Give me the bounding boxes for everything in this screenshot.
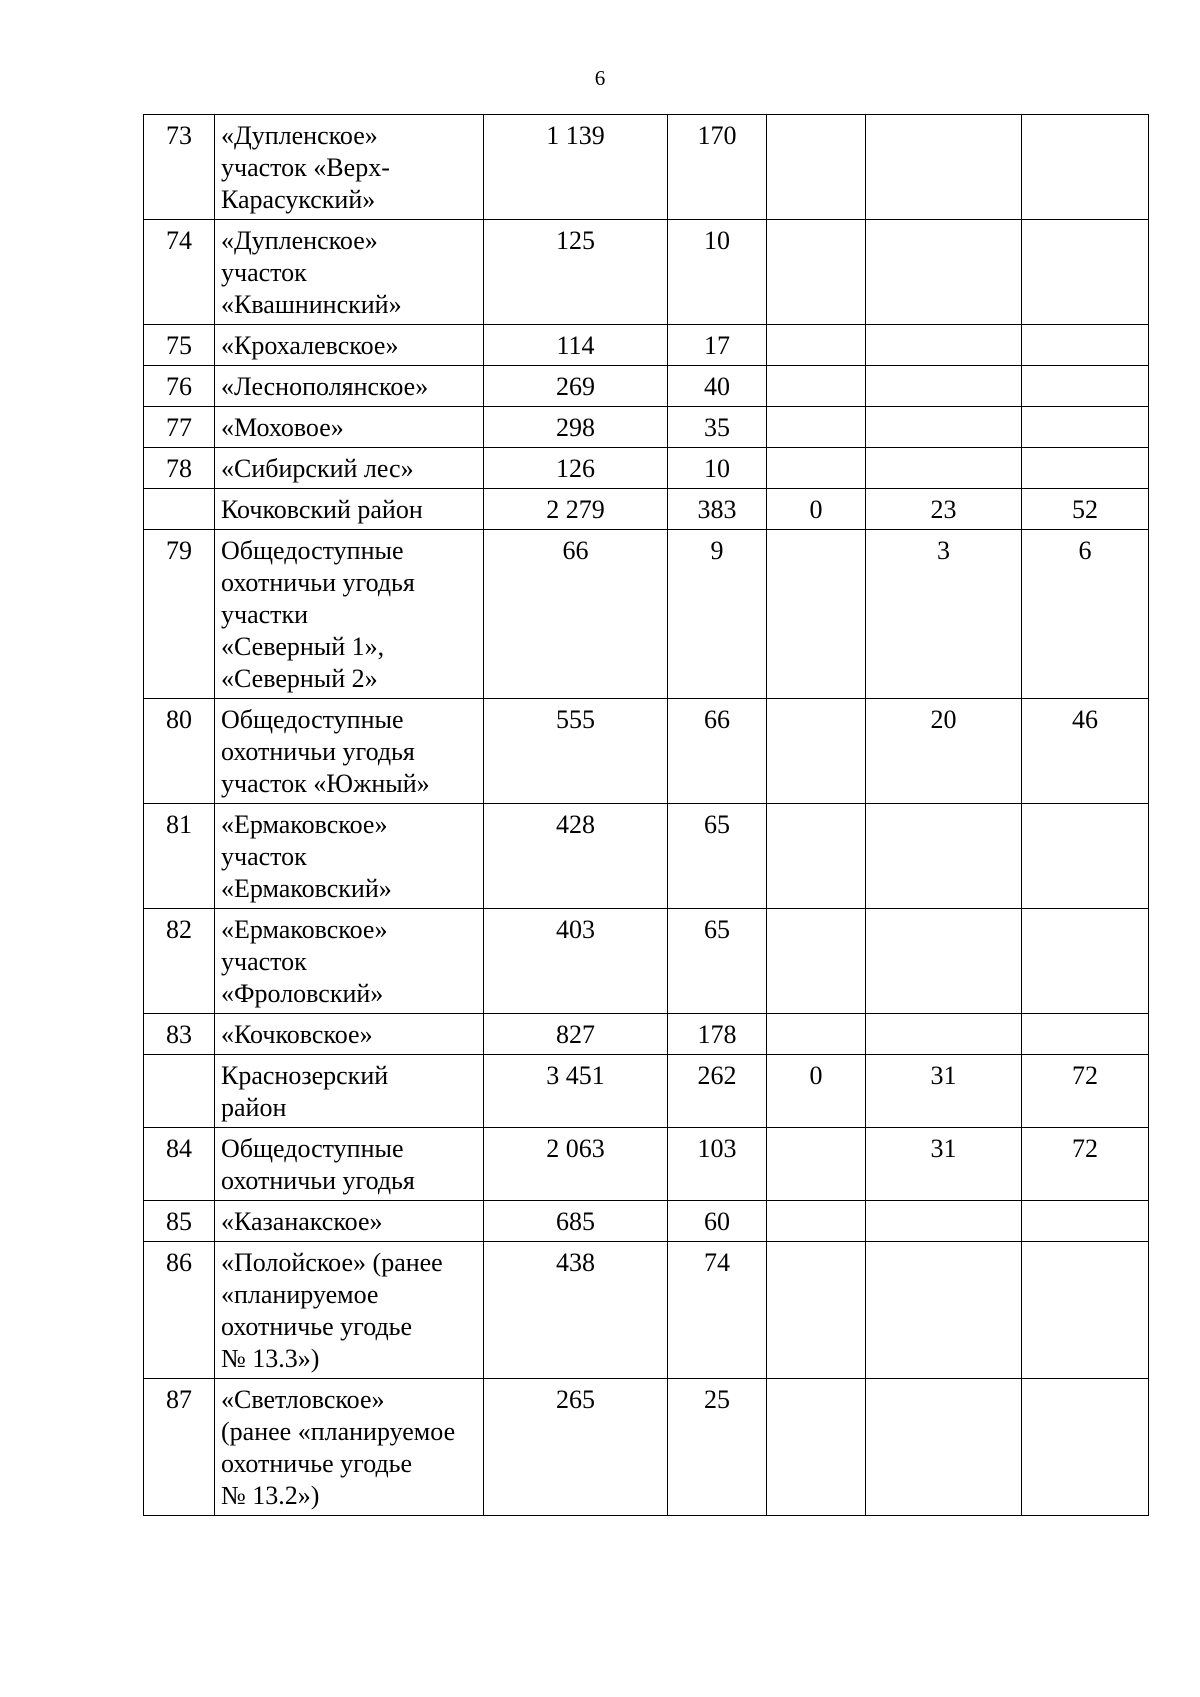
value-cell-c1: 2 063 (484, 1128, 668, 1201)
value-cell-c1: 66 (484, 530, 668, 699)
value-cell-c3 (767, 804, 866, 909)
name-line: «Квашнинский» (221, 290, 402, 319)
value-cell-c5 (1022, 1014, 1149, 1055)
value-cell-c3 (767, 530, 866, 699)
value-cell-c5 (1022, 220, 1149, 325)
district-subtotal-row (144, 1055, 1149, 1128)
data-table (143, 114, 1149, 1516)
name-line: № 13.3») (221, 1344, 320, 1373)
name-line: Карасукский» (221, 185, 376, 214)
row-number-cell: 76 (144, 366, 215, 407)
hunting-ground-name-cell (215, 220, 484, 325)
value-cell-c1: 438 (484, 1242, 668, 1379)
name-line: «планируемое (221, 1280, 379, 1309)
name-line: «Крохалевское» (221, 331, 399, 360)
value-cell-c2: 17 (668, 325, 767, 366)
name-line: Кочковский район (221, 495, 423, 524)
table-row (144, 407, 1149, 448)
row-number-cell: 81 (144, 804, 215, 909)
name-line: № 13.2») (221, 1481, 320, 1510)
name-line: «Сибирский лес» (221, 454, 414, 483)
value-cell-c3 (767, 1128, 866, 1201)
value-cell-c5 (1022, 407, 1149, 448)
value-cell-c5 (1022, 366, 1149, 407)
value-cell-c5 (1022, 115, 1149, 220)
value-cell-c5: 46 (1022, 699, 1149, 804)
name-line: Общедоступные (221, 705, 404, 734)
value-cell-c1: 1 139 (484, 115, 668, 220)
table-row (144, 530, 1149, 699)
value-cell-c5 (1022, 448, 1149, 489)
value-cell-c1: 269 (484, 366, 668, 407)
value-cell-c5 (1022, 1379, 1149, 1516)
value-cell-c2: 103 (668, 1128, 767, 1201)
value-cell-c4 (866, 804, 1022, 909)
table-row (144, 115, 1149, 220)
name-line: «Полойское» (ранее (221, 1248, 443, 1277)
hunting-ground-name-cell (215, 1201, 484, 1242)
value-cell-c2: 74 (668, 1242, 767, 1379)
name-line: участки (221, 600, 309, 629)
page-number: 6 (594, 66, 606, 90)
value-cell-c4 (866, 1242, 1022, 1379)
name-line: охотничьи угодья (221, 568, 415, 597)
value-cell-c5 (1022, 1201, 1149, 1242)
name-line: «Ермаковский» (221, 874, 392, 903)
hunting-ground-name-cell (215, 699, 484, 804)
hunting-ground-name-cell (215, 909, 484, 1014)
name-line: «Казанакское» (221, 1207, 383, 1236)
table-row (144, 909, 1149, 1014)
value-cell-c3 (767, 909, 866, 1014)
value-cell-c1: 2 279 (484, 489, 668, 530)
name-line: охотничьи угодья (221, 1166, 415, 1195)
value-cell-c5 (1022, 1242, 1149, 1379)
hunting-ground-name-cell (215, 1014, 484, 1055)
name-line: Общедоступные (221, 536, 404, 565)
value-cell-c2: 262 (668, 1055, 767, 1128)
hunting-ground-name-cell (215, 804, 484, 909)
row-number-cell: 75 (144, 325, 215, 366)
hunting-ground-name-cell (215, 407, 484, 448)
name-line: «Северный 2» (221, 664, 378, 693)
value-cell-c4 (866, 407, 1022, 448)
name-line: «Дупленское» (221, 121, 378, 150)
value-cell-c4: 31 (866, 1128, 1022, 1201)
row-number-cell: 79 (144, 530, 215, 699)
value-cell-c4 (866, 220, 1022, 325)
table-row (144, 1128, 1149, 1201)
hunting-ground-name-cell (215, 1128, 484, 1201)
value-cell-c2: 170 (668, 115, 767, 220)
value-cell-c5 (1022, 804, 1149, 909)
name-line: охотничьи угодья (221, 737, 415, 766)
value-cell-c5: 72 (1022, 1128, 1149, 1201)
name-line: «Ермаковское» (221, 810, 388, 839)
name-line: участок «Южный» (221, 769, 430, 798)
row-number-cell: 78 (144, 448, 215, 489)
value-cell-c3 (767, 366, 866, 407)
value-cell-c1: 298 (484, 407, 668, 448)
value-cell-c2: 10 (668, 220, 767, 325)
name-line: «Леснополянское» (221, 372, 429, 401)
value-cell-c4 (866, 325, 1022, 366)
value-cell-c1: 114 (484, 325, 668, 366)
value-cell-c2: 25 (668, 1379, 767, 1516)
value-cell-c2: 10 (668, 448, 767, 489)
row-number-cell: 85 (144, 1201, 215, 1242)
row-number-cell (144, 1055, 215, 1128)
value-cell-c4 (866, 1379, 1022, 1516)
name-line: «Моховое» (221, 413, 344, 442)
hunting-ground-name-cell (215, 530, 484, 699)
hunting-ground-name-cell (215, 448, 484, 489)
value-cell-c2: 9 (668, 530, 767, 699)
value-cell-c2: 65 (668, 804, 767, 909)
name-line: «Северный 1», (221, 632, 385, 661)
value-cell-c1: 126 (484, 448, 668, 489)
row-number-cell: 77 (144, 407, 215, 448)
hunting-ground-name-cell (215, 489, 484, 530)
value-cell-c2: 60 (668, 1201, 767, 1242)
name-line: охотничье угодье (221, 1449, 413, 1478)
name-line: участок (221, 842, 307, 871)
value-cell-c3 (767, 1379, 866, 1516)
value-cell-c3: 0 (767, 489, 866, 530)
value-cell-c1: 428 (484, 804, 668, 909)
value-cell-c3 (767, 115, 866, 220)
name-line: (ранее «планируемое (221, 1417, 456, 1446)
value-cell-c3: 0 (767, 1055, 866, 1128)
name-line: «Кочковское» (221, 1020, 373, 1049)
name-line: «Дупленское» (221, 226, 378, 255)
table-row (144, 448, 1149, 489)
name-line: Общедоступные (221, 1134, 404, 1163)
value-cell-c5: 52 (1022, 489, 1149, 530)
value-cell-c3 (767, 1201, 866, 1242)
row-number-cell: 74 (144, 220, 215, 325)
table-row (144, 1242, 1149, 1379)
value-cell-c1: 685 (484, 1201, 668, 1242)
value-cell-c1: 265 (484, 1379, 668, 1516)
value-cell-c2: 383 (668, 489, 767, 530)
name-line: «Светловское» (221, 1385, 385, 1414)
value-cell-c1: 403 (484, 909, 668, 1014)
value-cell-c4 (866, 1014, 1022, 1055)
value-cell-c2: 65 (668, 909, 767, 1014)
table-row (144, 325, 1149, 366)
table-row (144, 366, 1149, 407)
value-cell-c1: 3 451 (484, 1055, 668, 1128)
row-number-cell: 82 (144, 909, 215, 1014)
value-cell-c3 (767, 1014, 866, 1055)
row-number-cell: 83 (144, 1014, 215, 1055)
table-row (144, 220, 1149, 325)
row-number-cell: 84 (144, 1128, 215, 1201)
name-line: участок (221, 258, 307, 287)
hunting-ground-name-cell (215, 325, 484, 366)
value-cell-c5: 6 (1022, 530, 1149, 699)
hunting-ground-name-cell (215, 115, 484, 220)
value-cell-c4: 3 (866, 530, 1022, 699)
value-cell-c3 (767, 448, 866, 489)
value-cell-c3 (767, 407, 866, 448)
value-cell-c4 (866, 1201, 1022, 1242)
value-cell-c5 (1022, 909, 1149, 1014)
row-number-cell (144, 489, 215, 530)
hunting-ground-name-cell (215, 1379, 484, 1516)
table-row (144, 1201, 1149, 1242)
table-row (144, 804, 1149, 909)
value-cell-c2: 40 (668, 366, 767, 407)
row-number-cell: 73 (144, 115, 215, 220)
table-row (144, 1379, 1149, 1516)
value-cell-c4 (866, 909, 1022, 1014)
name-line: «Ермаковское» (221, 915, 388, 944)
value-cell-c4: 20 (866, 699, 1022, 804)
value-cell-c2: 35 (668, 407, 767, 448)
name-line: охотничье угодье (221, 1312, 413, 1341)
value-cell-c1: 827 (484, 1014, 668, 1055)
name-line: район (221, 1093, 287, 1122)
value-cell-c4 (866, 115, 1022, 220)
value-cell-c3 (767, 699, 866, 804)
row-number-cell: 86 (144, 1242, 215, 1379)
name-line: участок (221, 947, 307, 976)
hunting-ground-name-cell (215, 1242, 484, 1379)
value-cell-c3 (767, 1242, 866, 1379)
value-cell-c1: 125 (484, 220, 668, 325)
name-line: участок «Верх- (221, 153, 390, 182)
district-subtotal-row (144, 489, 1149, 530)
value-cell-c5: 72 (1022, 1055, 1149, 1128)
value-cell-c4 (866, 448, 1022, 489)
value-cell-c4 (866, 366, 1022, 407)
value-cell-c3 (767, 220, 866, 325)
hunting-ground-name-cell (215, 366, 484, 407)
table-row (144, 699, 1149, 804)
row-number-cell: 80 (144, 699, 215, 804)
value-cell-c1: 555 (484, 699, 668, 804)
table-row (144, 1014, 1149, 1055)
name-line: Краснозерский (221, 1061, 389, 1090)
value-cell-c4: 23 (866, 489, 1022, 530)
row-number-cell: 87 (144, 1379, 215, 1516)
hunting-ground-name-cell (215, 1055, 484, 1128)
table-body (144, 115, 1149, 1516)
name-line: «Фроловский» (221, 979, 384, 1008)
value-cell-c4: 31 (866, 1055, 1022, 1128)
value-cell-c3 (767, 325, 866, 366)
value-cell-c2: 66 (668, 699, 767, 804)
value-cell-c2: 178 (668, 1014, 767, 1055)
value-cell-c5 (1022, 325, 1149, 366)
